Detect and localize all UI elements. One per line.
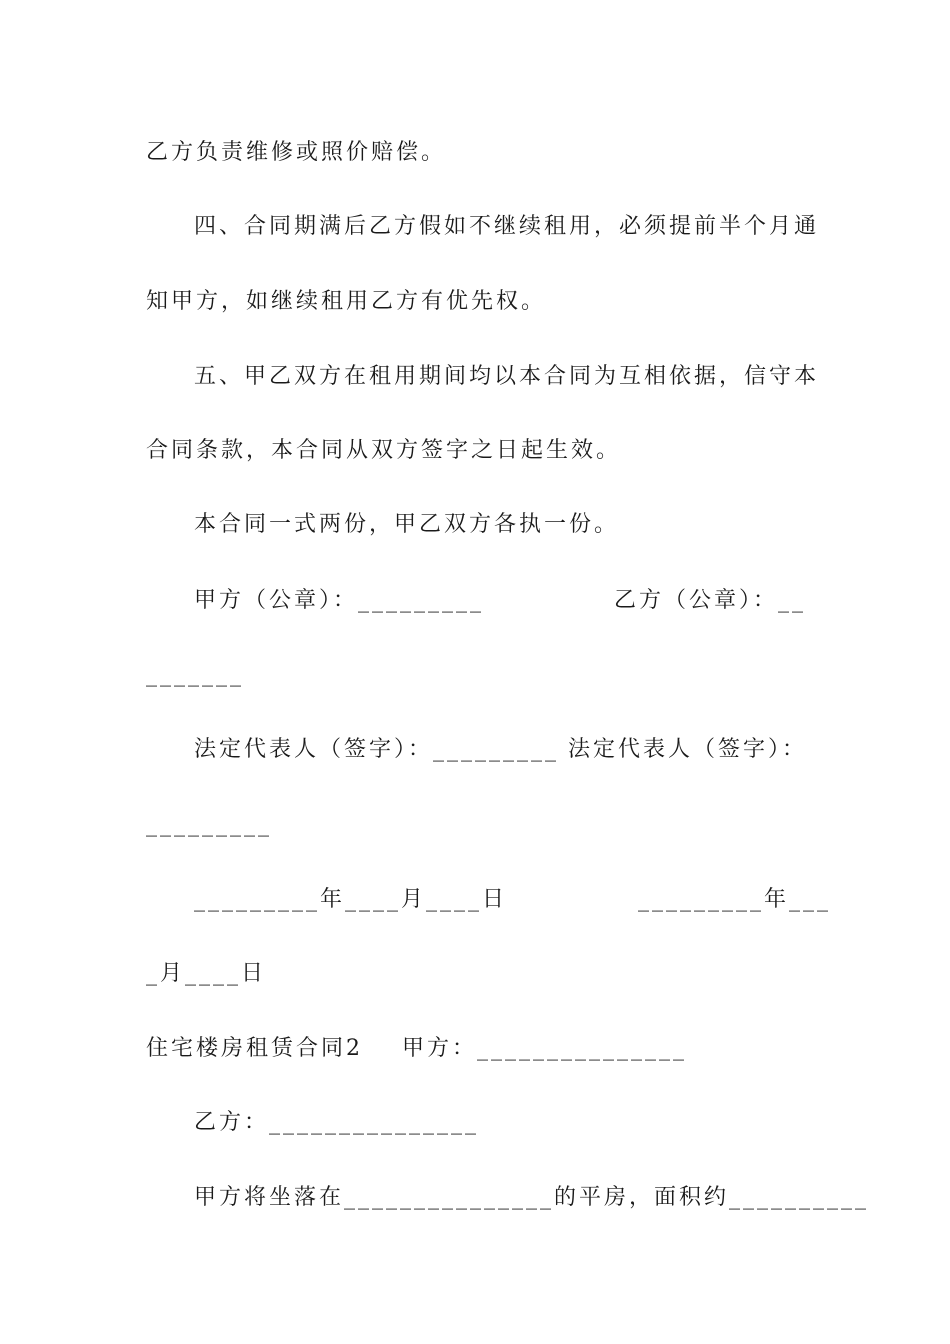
copies-statement: 本合同一式两份，甲乙双方各执一份。 (194, 512, 620, 537)
party-b-representative-blank: _________ (146, 812, 272, 837)
paragraph-line: 乙方负责维修或照价赔偿。 (146, 140, 447, 165)
party-b-date: _________年___ (638, 887, 832, 912)
clause-five-line: 五、甲乙双方在租用期间均以本合同为互相依据，信守本 (194, 364, 820, 389)
party-b-seal-continuation: _______ (146, 662, 244, 687)
party-b-seal: 乙方（公章）：__ (614, 588, 807, 613)
party-b-date-continuation: _月____日 (146, 961, 267, 986)
party-a-seal: 甲方（公章）：_________ (194, 588, 485, 613)
contract-two-title: 住宅楼房租赁合同2 (146, 1036, 363, 1061)
clause-four-line: 四、合同期满后乙方假如不继续租用，必须提前半个月通 (194, 214, 820, 239)
contract-two-property-line: 甲方将坐落在_______________的平房，面积约__________ (194, 1185, 870, 1210)
clause-four-continuation: 知甲方，如继续租用乙方有优先权。 (146, 289, 547, 314)
contract-two-party-a: 甲方：_______________ (402, 1036, 688, 1061)
contract-two-party-b: 乙方：_______________ (194, 1110, 480, 1135)
clause-five-continuation: 合同条款，本合同从双方签字之日起生效。 (146, 438, 622, 463)
party-b-representative: 法定代表人（签字）： (568, 737, 808, 762)
party-a-date: _________年____月____日 (194, 887, 508, 912)
party-a-representative: 法定代表人（签字）：_________ (194, 737, 560, 762)
